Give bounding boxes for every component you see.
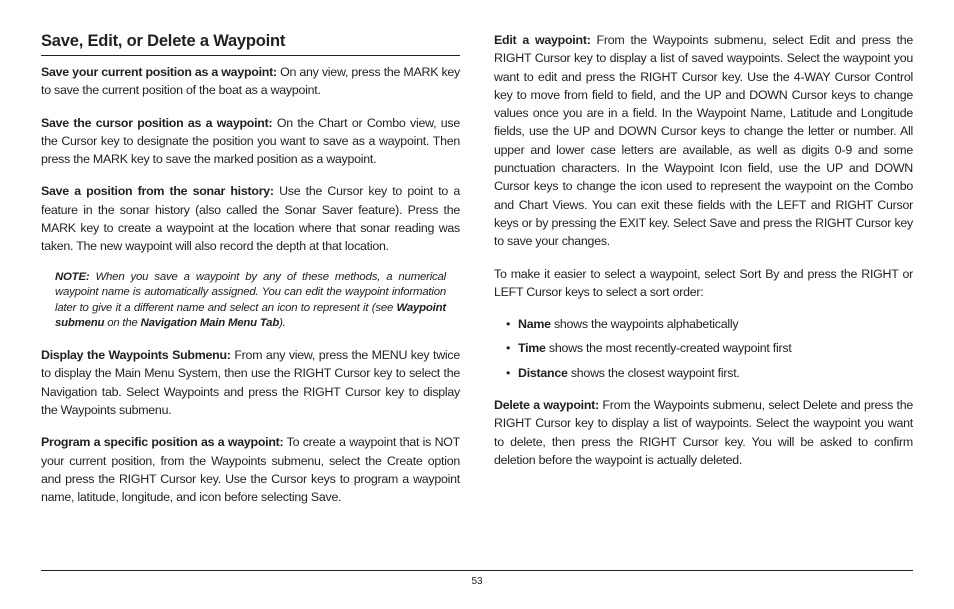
paragraph-text: To create a waypoint that is NOT your current position, from the Waypoints submenu, select the Create option and press the RIGHT Cursor key. Use the Cursor keys to program a waypoint name, latitude, longitude, and icon before selecting Save. bbox=[41, 435, 460, 505]
note-reference-navigation-tab: Navigation Main Menu Tab bbox=[140, 317, 280, 330]
sort-by-paragraph bbox=[494, 265, 913, 302]
paragraph-lead: Program a specific position as a waypoint: bbox=[41, 435, 284, 450]
list-item-desc: shows the waypoints alphabetically bbox=[550, 317, 739, 332]
paragraph-text: To make it easier to select a waypoint, select Sort By and press the RIGHT or LEFT Cursor keys to select a sort order: bbox=[494, 266, 913, 299]
save-sonar-history-paragraph bbox=[41, 182, 460, 255]
paragraph-lead: Edit a waypoint: bbox=[494, 33, 591, 47]
paragraph-lead: Delete a waypoint: bbox=[494, 398, 599, 413]
note-text-end: ). bbox=[279, 317, 286, 330]
left-column bbox=[41, 30, 460, 520]
list-item-time bbox=[506, 339, 913, 357]
paragraph-text: Use the Cursor key to point to a feature in the sonar history (also called the Sonar Saver feature). Press the MARK key to create a waypoint at the location where that sonar reading was taken. The new waypoint will also record the depth at that location. bbox=[41, 184, 461, 254]
paragraph-lead: Display the Waypoints Submenu: bbox=[41, 348, 231, 363]
bullet-icon: • bbox=[506, 317, 511, 332]
list-item-term: Distance bbox=[518, 365, 568, 380]
paragraph-text: On the Chart or Combo view, use the Cursor key to designate the position you want to save as a waypoint. Then press the MARK key to save the marked position as a waypoint. bbox=[41, 115, 460, 167]
note-label: NOTE: bbox=[55, 270, 90, 283]
section-title: Save, Edit, or Delete a Waypoint bbox=[41, 30, 460, 56]
save-current-position-paragraph bbox=[41, 63, 460, 100]
save-cursor-position-paragraph bbox=[41, 114, 460, 169]
list-item-term: Time bbox=[518, 341, 546, 356]
paragraph-text: From the Waypoints submenu, select Edit and press the RIGHT Cursor key to display a list of saved waypoints. Select the waypoint you want to edit and press the RIGHT Cursor key. Use the 4-WAY Cursor Control key to move from field to field, and the UP and DOWN Cursor keys to change values once you are in a field. In the Waypoint Name, Latitude and Longitude fields, use the UP and DOWN Cursor keys to change the letter or number. All upper and lower case letters are available, as well as digits 0-9 and some punctuation characters. In the Waypoint Icon field, use the UP and DOWN Cursor keys to change the icon used to represent the waypoint on the Combo and Chart Views. You can exit these fields with the LEFT and RIGHT Cursor keys or by pressing the EXIT key. Select Save and press the RIGHT Cursor key to save your changes. bbox=[494, 33, 913, 249]
note-block bbox=[55, 270, 446, 332]
list-item-distance bbox=[506, 364, 913, 382]
paragraph-lead: Save your current position as a waypoint: bbox=[41, 65, 277, 79]
note-text: When you save a waypoint by any of these methods, a numerical waypoint name is automatically assigned. You can edit the waypoint information later to give it a different name and select an icon to represent it (see bbox=[55, 270, 446, 314]
paragraph-text: From any view, press the MENU key twice to display the Main Menu System, then use the RIGHT Cursor key to select the Navigation tab. Select Waypoints and press the RIGHT Cursor key to display the Waypoints submenu. bbox=[41, 348, 460, 417]
paragraph-lead: Save a position from the sonar history: bbox=[41, 184, 274, 199]
paragraph-lead: Save the cursor position as a waypoint: bbox=[41, 115, 273, 130]
list-item-name bbox=[506, 315, 913, 333]
paragraph-text: From the Waypoints submenu, select Delete and press the RIGHT Cursor key to display a list of waypoints. Select the waypoint you want to delete, then press the RIGHT Cursor key. You will be asked to confirm deletion before the waypoint is actually deleted. bbox=[494, 398, 914, 467]
list-item-desc: shows the closest waypoint first. bbox=[567, 365, 740, 380]
list-item-term: Name bbox=[518, 317, 551, 332]
note-reference-waypoint-submenu: Waypoint submenu bbox=[55, 301, 446, 330]
footer-divider bbox=[41, 570, 913, 571]
paragraph-text: On any view, press the MARK key to save the current position of the boat as a waypoint. bbox=[41, 65, 460, 98]
list-item-desc: shows the most recently-created waypoint first bbox=[545, 341, 792, 356]
note-text-mid: on the bbox=[104, 317, 141, 330]
page-number: 53 bbox=[471, 576, 483, 587]
bullet-icon: • bbox=[506, 341, 511, 356]
delete-waypoint-paragraph bbox=[494, 396, 913, 469]
sort-options-list bbox=[494, 315, 913, 382]
right-column bbox=[494, 30, 913, 483]
program-position-paragraph bbox=[41, 433, 460, 506]
bullet-icon: • bbox=[506, 365, 511, 380]
display-waypoints-submenu-paragraph bbox=[41, 346, 460, 419]
edit-waypoint-paragraph bbox=[494, 31, 913, 251]
